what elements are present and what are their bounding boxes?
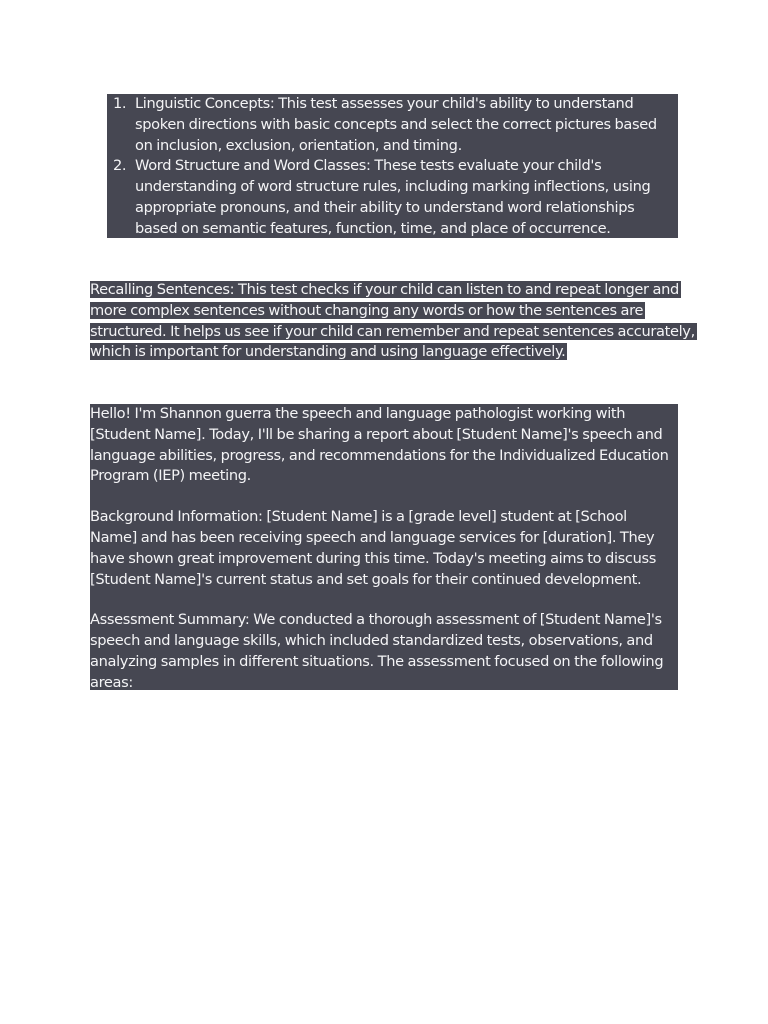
recalling-sentences-paragraph (90, 280, 695, 363)
assessment-areas-list (107, 94, 676, 240)
list-item (113, 156, 676, 239)
paragraph-line-text: more complex sentences without changing any words or how the sentences are (90, 301, 644, 319)
list-item-number: 1. (113, 95, 127, 112)
paragraph-line (90, 301, 680, 322)
report-intro-block (90, 404, 678, 690)
paragraph-line (90, 280, 680, 301)
list-item (113, 94, 676, 156)
list-item-number: 2. (113, 157, 127, 175)
paragraph-line (90, 322, 695, 343)
assessment-areas-list-block (107, 94, 678, 238)
paragraph-line-text: which is important for understanding and using language effectively. (90, 343, 566, 361)
paragraph-line-text: structured. It helps us see if your child can remember and repeat sentences accurately, (90, 322, 695, 340)
paragraph-line (90, 342, 680, 363)
list-item-text: Word Structure and Word Classes: These tests evaluate your child's understanding of word structure rules, including marking inflections, using appropriate pronouns, and their ability to understand word relationships based on semantic features, function, time, and place of occurrence. (135, 157, 651, 237)
assessment-summary-paragraph: Assessment Summary: We conducted a thorough assessment of [Student Name]'s speech and language skills, which included standardized tests, observations, and analyzing samples in different situations. The assessment focused on the following areas: (90, 611, 664, 691)
list-item-text: Linguistic Concepts: This test assesses your child's ability to understand spoken directions with basic concepts and select the correct pictures based on inclusion, exclusion, orientation, and timing. (135, 95, 657, 154)
paragraph-line-text: Recalling Sentences: This test checks if your child can listen to and repeat longer and (90, 281, 679, 298)
greeting-paragraph: Hello! I'm Shannon guerra the speech and language pathologist working with [Student Name]. Today, I'll be sharing a report about [Student Name]'s speech and language abilities, progress, and recommendations for the Individualized Education Program (IEP) meeting. (90, 405, 669, 485)
background-paragraph: Background Information: [Student Name] is a [grade level] student at [School Name] and has been receiving speech and language services for [duration]. They have shown great improvement during this time. Today's meeting aims to discuss [Student Name]'s current status and set goals for their continued development. (90, 508, 656, 588)
